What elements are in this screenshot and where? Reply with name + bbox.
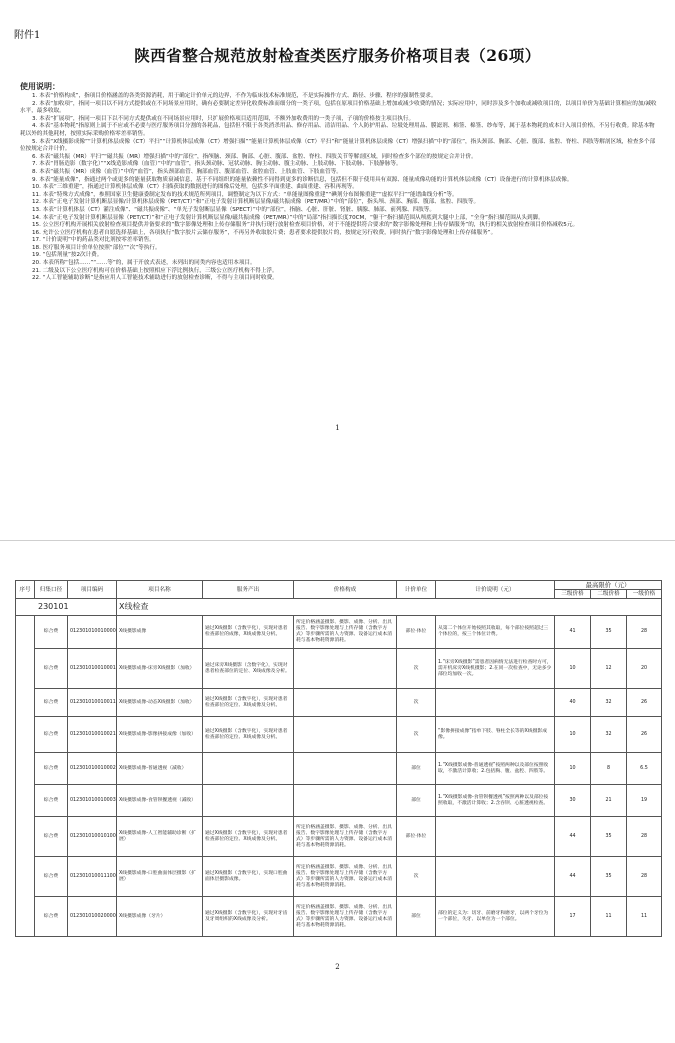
note-item: 11. 本表“特殊方式成像”，参照国家卫生健康委制定发布的技术规范所列项目，调整制定为以下方式：“单能量图像重建”“碘剂分布图像重建”“虚拟平扫”“能谱曲线分析”等。 xyxy=(32,191,458,198)
cell-composition: 所定价格涵盖摄影、摄影、成像、分析、出具报告、数字影像处理与上传存储（含数字方式）等步骤所需的人力资源、设备运行成本消耗与基本物耗资源消耗。 xyxy=(294,817,397,857)
cell-tier3: 10 xyxy=(555,649,591,689)
note-item: 20. 本表所称“包括……”“……等”的，属于开放式表述，未列出的同类内容也适用本项目。 xyxy=(32,260,256,267)
note-item: 8. 本表“磁共振（MR）成像（血管）”中的“血管”，指头颈部血管、胸部血管、腹部血管、盆腔血管、上肢血管、下肢血管等。 xyxy=(32,168,342,175)
note-item: 18. 医疗服务项目计价单位按照“部位”“次”等执行。 xyxy=(32,244,161,251)
cell-seq xyxy=(16,616,35,937)
cell-note: 部位的定义为：切牙、前磨牙和磨牙，以两个牙位为一个部位，失牙、以单位为一个部位。 xyxy=(436,897,555,937)
note-item: 14. 本表“正电子发射计算机断层显像（PET/CT）”和“正电子发射计算机断层显像/磁共振成像（PET/MR）”中的“局部”指扫描长度70CM，“躯干”指扫描范围从颅底到大腿中上部，“全身”指扫描范围从头到脚。 xyxy=(32,214,544,221)
cell-note: 1.“X线摄影成像-普通透视”按照两种以及部位按照收取，不激活计算收；2.包括胸、腹、盆腔、四肢等。 xyxy=(436,753,555,785)
header-tier2: 二级价格 xyxy=(591,590,627,599)
note-item: 5. 本表“X线摄影成像”“计算机体层成像（CT）平扫”“计算机体层成像（CT）增强扫描”“能量计算机体层成像（CT）平扫”和“能量计算机体层成像（CT）增强扫描”中的“部位”，指头颈部、胸部、心脏、腹部、盆腔、脊柱、四肢等解剖区域，检查多个部位按规定合并计价。 xyxy=(20,138,656,153)
page-number: 1 xyxy=(335,424,340,432)
cell-output xyxy=(203,753,294,785)
cell-name: X线摄影成像-食管钡餐透视（减收） xyxy=(117,785,203,817)
cell-name: X线摄影成像-普通透视（减收） xyxy=(117,753,203,785)
table-row xyxy=(16,817,662,857)
cell-tier1: 26 xyxy=(627,717,662,753)
header-name: 项目名称 xyxy=(117,581,203,599)
cell-composition xyxy=(294,717,397,753)
cell-code: 012301010010000 xyxy=(68,616,117,649)
note-item: 1. 本表“价格构成”，指项目价格涵盖的各类资源消耗，用于确定计价单元的边界，不作为临床技术标准规范，不是实际操作方式、路径、步骤、程序的强制性要求。 xyxy=(32,93,437,99)
note-item: 17. “计价说明”中的药品类对比剂按零差率销售。 xyxy=(32,237,155,244)
cell-category: 综合费 xyxy=(35,785,68,817)
header-note: 计价说明（元） xyxy=(436,581,555,599)
cell-output: 通过床旁X线摄影（含数字化），实现对患者检查部位的定位、X线成像及分析。 xyxy=(203,649,294,689)
header-row xyxy=(16,581,662,590)
cell-tier2: 32 xyxy=(591,689,627,717)
section-row xyxy=(16,599,662,616)
cell-name: X线摄影成像 xyxy=(117,616,203,649)
cell-tier2: 21 xyxy=(591,785,627,817)
cell-output: 通过X线摄影（含数字化），实现对患者检查部位的定位、X线成像及分析。 xyxy=(203,817,294,857)
cell-tier2: 35 xyxy=(591,616,627,649)
header-tier3: 三级价格 xyxy=(555,590,591,599)
cell-tier1: 6.5 xyxy=(627,753,662,785)
cell-note xyxy=(436,689,555,717)
cell-category: 综合费 xyxy=(35,649,68,689)
note-item: 12. 本表“正电子发射计算机断层显像/计算机体层成像（PET/CT）”和“正电子发射计算机断层显像/磁共振成像（PET/MR）”中的“部位”，指头颅、颈部、胸部、腹部、盆腔、四肢等。 xyxy=(32,199,480,206)
cell-tier3: 41 xyxy=(555,616,591,649)
cell-unit: 次 xyxy=(397,689,436,717)
cell-code: 012301010010100 xyxy=(68,817,117,857)
cell-category: 综合费 xyxy=(35,857,68,897)
cell-tier3: 44 xyxy=(555,857,591,897)
header-output: 服务产出 xyxy=(203,581,294,599)
header-category: 归集口径 xyxy=(35,581,68,599)
cell-code: 012301010010003 xyxy=(68,785,117,817)
price-table xyxy=(15,580,662,937)
cell-composition: 所定价格涵盖摄影、摄影、成像、分析、出具报告、数字影像处理与上传存储（含数字方式）等步骤所需的人力资源、设备运行成本消耗与基本物耗资源消耗。 xyxy=(294,897,397,937)
cell-code: 012301010020000 xyxy=(68,897,117,937)
cell-unit: 次 xyxy=(397,649,436,689)
note-item: 7. 本表“胃肠造影（数字化）”“X线造影成像（血管）”中的“血管”，指头颈动脉、冠状动脉、胸主动脉、腹主动脉、上肢动脉、下肢动脉、下肢静脉等。 xyxy=(32,161,402,168)
cell-code: 012301010010011 xyxy=(68,689,117,717)
cell-name: X线摄影成像-人工智能辅助诊断（扩展） xyxy=(117,817,203,857)
cell-unit: 部位·体位 xyxy=(397,817,436,857)
note-item: 15. 公立医疗机构开展相关放射检查项目提供并备要求的“数字影像处理和上传存储服务”并执行现行放射检查项目价格，对于不能提供符合要求的“数字影像处理和上传存储服务”的，执行的相关放射检查项目价格减收5元。 xyxy=(32,222,579,229)
cell-tier3: 17 xyxy=(555,897,591,937)
cell-note: “影像拼接成像”指单下肢、脊柱全长等的X线摄影成像。 xyxy=(436,717,555,753)
cell-tier1: 28 xyxy=(627,616,662,649)
cell-output: 通过X线摄影（含数字化），实现对患者检查部位的成像，X线成像及分析。 xyxy=(203,616,294,649)
cell-code: 012301010011100 xyxy=(68,857,117,897)
usage-notes xyxy=(20,82,658,283)
note-item: 22. “人工智能辅助诊断”是指应用人工智能技术辅助进行的放射检查诊断，不得与主项目同时收费。 xyxy=(32,275,278,282)
cell-category: 综合费 xyxy=(35,897,68,937)
cell-output: 通过X线摄影（含数字化），实现对患者检查部位的定位、X线成像及分析。 xyxy=(203,717,294,753)
note-item: 13. 本表“计算机体层（CT）灌注成像”、“磁共振成像”、“单光子发射断层显像（SPECT）”中的“部位”，指脑、心脏、肝脏、肾脏、胰腺、肺部、前列腺、四肢等。 xyxy=(32,206,435,213)
cell-composition xyxy=(294,785,397,817)
cell-composition: 所定价格涵盖摄影、摄影、成像、分析、出具报告、数字影像处理与上传存储（含数字方式）等步骤所需的人力资源、设备运行成本消耗与基本物耗资源消耗。 xyxy=(294,857,397,897)
cell-category: 综合费 xyxy=(35,689,68,717)
cell-tier3: 44 xyxy=(555,817,591,857)
cell-output: 通过X线摄影（含数字化），实现口腔曲面体层摄影成像。 xyxy=(203,857,294,897)
table-row xyxy=(16,785,662,817)
cell-output: 通过X线摄影（含数字化），实现对患者检查部位的定位、X线成像及分析。 xyxy=(203,689,294,717)
table-row xyxy=(16,857,662,897)
page-divider xyxy=(0,540,675,541)
cell-category: 综合费 xyxy=(35,616,68,649)
table-row xyxy=(16,753,662,785)
header-code: 项目编码 xyxy=(68,581,117,599)
section-name: X线检查 xyxy=(117,599,662,616)
cell-unit: 次 xyxy=(397,857,436,897)
cell-unit: 部位 xyxy=(397,785,436,817)
cell-tier3: 40 xyxy=(555,689,591,717)
cell-note: 从第二个体位开始按照其收取，每个部位按照超过三个体位的，按三个体位计费。 xyxy=(436,616,555,649)
header-seq: 序号 xyxy=(16,581,35,599)
cell-tier3: 10 xyxy=(555,753,591,785)
cell-composition xyxy=(294,753,397,785)
section-code: 230101 xyxy=(16,599,117,616)
cell-name: X线摄影成像-影像拼接成像（加收） xyxy=(117,717,203,753)
cell-tier2: 8 xyxy=(591,753,627,785)
cell-tier1: 11 xyxy=(627,897,662,937)
attachment-label: 附件1 xyxy=(14,30,41,41)
header-max-price: 最高限价（元） xyxy=(555,581,662,590)
cell-unit: 部位 xyxy=(397,753,436,785)
cell-category: 综合费 xyxy=(35,817,68,857)
cell-output: 通过X线摄影（含数字化），实现对牙齿及牙周组织的X线成像及分析。 xyxy=(203,897,294,937)
table-row xyxy=(16,689,662,717)
cell-tier2: 35 xyxy=(591,857,627,897)
cell-tier3: 30 xyxy=(555,785,591,817)
cell-unit: 部位 xyxy=(397,897,436,937)
table-row xyxy=(16,717,662,753)
cell-tier2: 32 xyxy=(591,717,627,753)
cell-tier2: 11 xyxy=(591,897,627,937)
cell-tier1: 19 xyxy=(627,785,662,817)
document-title: 陕西省整合规范放射检查类医疗服务价格项目表（26项） xyxy=(134,46,541,65)
header-tier1: 一级价格 xyxy=(627,590,662,599)
cell-name: X线摄影成像-床旁X线摄影（加收） xyxy=(117,649,203,689)
header-composition: 价格构成 xyxy=(294,581,397,599)
notes-heading: 使用说明： xyxy=(20,82,60,91)
cell-unit: 次 xyxy=(397,717,436,753)
note-item: 19. “包括剂量”按2次计费。 xyxy=(32,252,103,259)
cell-note xyxy=(436,857,555,897)
cell-composition xyxy=(294,649,397,689)
cell-tier2: 35 xyxy=(591,817,627,857)
cell-name: X线摄影成像-口腔曲面体层摄影（扩展） xyxy=(117,857,203,897)
note-item: 9. 本表“能量成像”，指通过两个或更多的能量获取物质衰减信息，基于不同组织的能量依赖性不同得到更多的诊断信息，包括但不限于使用具有双源、能量成像功能的计算机体层成像（CT）设备进行的计算机体层成像。 xyxy=(32,176,573,183)
table-row xyxy=(16,616,662,649)
cell-name: X线摄影成像（牙片） xyxy=(117,897,203,937)
note-item: 16. 允许公立医疗机构在患者自愿选择基础上，各项执行“数字胶片云储存服务”，不再另外收取胶片费；患者要求提供胶片的，按规定另行收费，同时执行“数字影像处理和上传存储服务”。 xyxy=(32,229,497,236)
note-item: 21. 二级及以下公立医疗机构可在价格基础上按照相应下浮比例执行，三级公立医疗机构不得上浮。 xyxy=(32,267,278,274)
cell-unit: 部位·体位 xyxy=(397,616,436,649)
cell-tier1: 28 xyxy=(627,817,662,857)
cell-tier1: 20 xyxy=(627,649,662,689)
note-item: 4. 本表“基本物耗”指原则上属于不应或不必要与医疗服务项目分割的各耗品，包括但不限于各类消杀用品、修存用品、清洁用品、个人防护用品、垃圾处理用品、膜滤剂、棉签、棉签、纱布等，属于基本物耗的成本计入项目价格，不另行收费。除基本物耗以外的其他耗材，按照实际采购价格零差率销售。 xyxy=(20,123,655,137)
cell-composition xyxy=(294,689,397,717)
cell-code: 012301010010021 xyxy=(68,717,117,753)
cell-note: 1.“X线摄影成像-食管钡餐透视”按照两种以及部位按照收取，不激活计算收；2.含吞钡、心脏透视检查。 xyxy=(436,785,555,817)
cell-tier1: 26 xyxy=(627,689,662,717)
cell-code: 012301010010002 xyxy=(68,753,117,785)
header-unit: 计价单位 xyxy=(397,581,436,599)
note-item: 6. 本表“磁共振（MR）平扫”“磁共振（MR）增强扫描”中的“部位”，指颅脑、颈部、胸部、心脏、腹部、盆腔、脊柱、四肢关节等解剖区域，同时检查多个部位的按规定合并计价。 xyxy=(32,153,477,160)
page-number: 2 xyxy=(335,963,340,971)
cell-output xyxy=(203,785,294,817)
cell-tier2: 12 xyxy=(591,649,627,689)
note-item: 10. 本表“三维重建”，指通过计算机体层成像（CT）扫描获取的数据进行的图像后处理，包括多平面重建、曲面重建、容积再现等。 xyxy=(32,184,358,191)
cell-category: 综合费 xyxy=(35,753,68,785)
note-item: 2. 本表“加收项”，指同一项目以不同方式提供或在不同场景应用时，确有必要制定差异化收费标准而细分的一类子项，包括在原项目价格基础上增加或减少收费的情况；实际应用中，同时涉及多个加收或减收项目的，以项目单价为基础计算相应的加/减收水平，最多收取。 xyxy=(20,100,657,115)
cell-tier1: 28 xyxy=(627,857,662,897)
cell-category: 综合费 xyxy=(35,717,68,753)
table-row xyxy=(16,649,662,689)
cell-tier3: 10 xyxy=(555,717,591,753)
cell-composition: 所定价格涵盖摄影、摄影、成像、分析、出具报告、数字影像处理与上传存储（含数字方式）等步骤所需的人力资源、设备运行成本消耗与基本物耗资源消耗。 xyxy=(294,616,397,649)
note-item: 3. 本表“扩展项”，指同一项目下以不同方式提供或在不同场景应用时，只扩展价格项目适用范围，不额外加收费用的一类子项，子项的价格按主项目执行。 xyxy=(32,115,415,122)
table-row xyxy=(16,897,662,937)
cell-code: 012301010010001 xyxy=(68,649,117,689)
cell-note: 1.“床旁X线摄影”需患者因病情无法进行检查时方可，需开机床旁X线机摄影；2.在同一次检查中，无论多少部位均加收一次。 xyxy=(436,649,555,689)
cell-name: X线摄影成像-动态X线摄影（加收） xyxy=(117,689,203,717)
cell-note xyxy=(436,817,555,857)
